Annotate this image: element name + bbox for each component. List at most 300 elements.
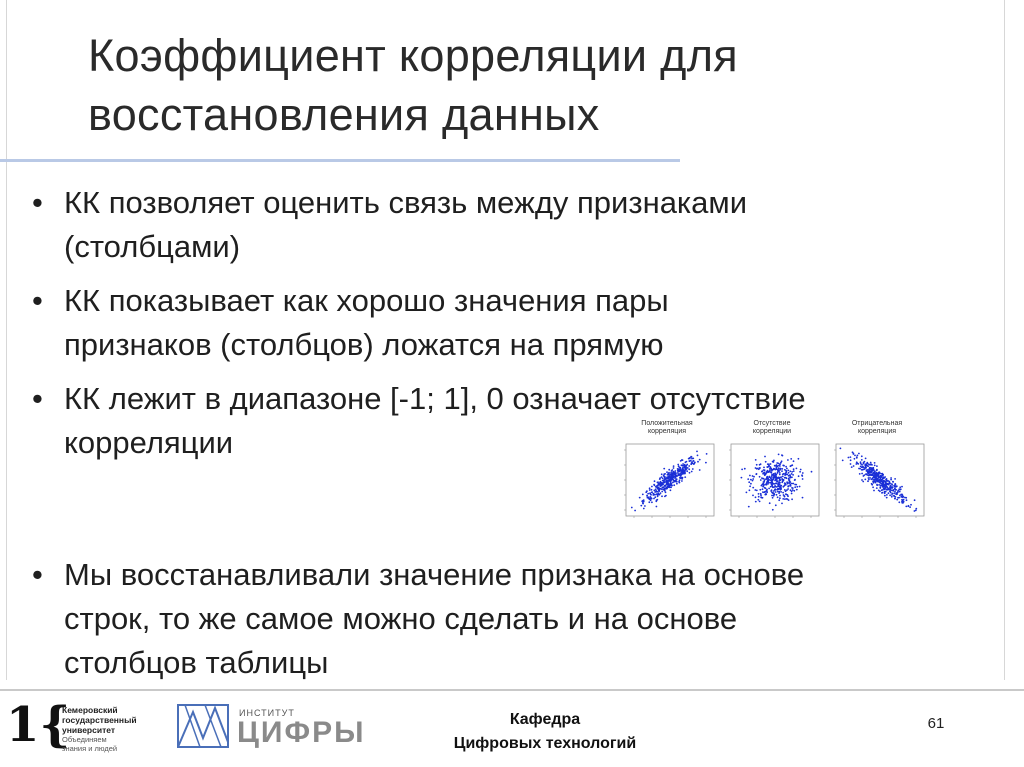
scatter-point <box>639 497 641 499</box>
scatter-point <box>868 474 870 476</box>
slide-frame-right <box>1004 0 1005 680</box>
scatter-point <box>787 474 789 476</box>
scatter-point <box>641 500 643 502</box>
scatter-point <box>890 479 892 481</box>
scatter-point <box>667 473 669 475</box>
scatter-point <box>688 468 690 470</box>
scatter-point <box>762 488 764 490</box>
scatter-point <box>788 472 790 474</box>
scatter-point <box>783 494 785 496</box>
scatter-point <box>663 483 665 485</box>
bullet-line: корреляции <box>64 425 234 460</box>
scatter-point <box>676 481 678 483</box>
scatter-point <box>654 496 656 498</box>
scatter-point <box>802 472 804 474</box>
scatter-point <box>787 459 789 461</box>
scatter-point <box>879 472 881 474</box>
scatter-point <box>853 465 855 467</box>
scatter-point <box>874 462 876 464</box>
scatter-point <box>654 480 656 482</box>
scatter-point <box>779 480 781 482</box>
scatter-point <box>778 488 780 490</box>
department-line-2: Цифровых технологий <box>453 735 637 752</box>
scatter-point <box>749 475 751 477</box>
scatter-point <box>894 491 896 493</box>
scatter-point <box>857 455 859 457</box>
scatter-point <box>673 465 675 467</box>
scatter-point <box>873 490 875 492</box>
scatter-point <box>777 496 779 498</box>
scatter-point <box>661 491 663 493</box>
scatter-point <box>696 451 698 453</box>
scatter-point <box>661 473 663 475</box>
scatter-point <box>659 478 661 480</box>
scatter-point <box>880 479 882 481</box>
scatter-point <box>653 490 655 492</box>
bullet-line: • КК лежит в диапазоне [-1; 1], 0 означает отсутствие <box>64 381 806 416</box>
scatter-point <box>655 490 657 492</box>
scatter-point <box>667 482 669 484</box>
scatter-point <box>785 484 787 486</box>
scatter-point <box>649 487 651 489</box>
scatter-point <box>901 494 903 496</box>
scatter-point <box>640 505 642 507</box>
scatter-point <box>892 481 894 483</box>
scatter-point <box>784 469 786 471</box>
scatter-point <box>769 482 771 484</box>
scatter-point <box>681 478 683 480</box>
scatter-point <box>677 464 679 466</box>
scatter-point <box>784 482 786 484</box>
scatter-point <box>860 461 862 463</box>
scatter-point <box>679 467 681 469</box>
scatter-point <box>759 489 761 491</box>
scatter-point <box>779 469 781 471</box>
scatter-point <box>782 455 784 457</box>
scatter-point <box>872 486 874 488</box>
scatter-point <box>666 477 668 479</box>
scatter-point <box>869 464 871 466</box>
scatter-point <box>787 485 789 487</box>
scatter-point <box>856 456 858 458</box>
scatter-point <box>864 479 866 481</box>
scatter-point <box>771 489 773 491</box>
scatter-point <box>777 469 779 471</box>
scatter-point <box>854 458 856 460</box>
scatter-point <box>763 472 765 474</box>
scatter-point <box>649 489 651 491</box>
scatter-point <box>752 478 754 480</box>
scatter-point <box>767 480 769 482</box>
scatter-point <box>688 465 690 467</box>
institute-emblem-icon <box>175 702 231 750</box>
scatter-point <box>657 488 659 490</box>
scatter-point <box>865 458 867 460</box>
bullet-line: • КК позволяет оценить связь между признаками <box>64 185 748 220</box>
scatter-point <box>786 481 788 483</box>
scatter-point <box>893 489 895 491</box>
scatter-point <box>631 507 633 509</box>
scatter-point <box>789 484 791 486</box>
scatter-point <box>894 478 896 480</box>
scatter-point <box>895 493 897 495</box>
scatter-point <box>762 486 764 488</box>
scatter-point <box>663 468 665 470</box>
university-mark: 1{ <box>6 697 71 753</box>
scatter-point <box>761 485 763 487</box>
scatter-point <box>886 494 888 496</box>
scatter-point <box>782 476 784 478</box>
scatter-point <box>785 466 787 468</box>
scatter-point <box>871 474 873 476</box>
scatter-point <box>879 490 881 492</box>
slide-title <box>88 26 968 144</box>
scatter-point <box>706 453 708 455</box>
scatter-point <box>862 469 864 471</box>
scatter-point <box>651 486 653 488</box>
scatter-point <box>663 473 665 475</box>
scatter-point <box>907 505 909 507</box>
scatter-point <box>771 475 773 477</box>
scatter-point <box>758 496 760 498</box>
scatter-point <box>791 473 793 475</box>
scatter-point <box>775 504 777 506</box>
scatter-point <box>870 472 872 474</box>
scatter-point <box>775 491 777 493</box>
bullet-line: признаков (столбцов) ложатся на прямую <box>64 327 664 362</box>
scatter-point <box>870 467 872 469</box>
bullet-item <box>28 553 988 685</box>
scatter-point <box>675 472 677 474</box>
scatter-point <box>668 469 670 471</box>
scatter-point <box>741 477 743 479</box>
scatter-point <box>790 465 792 467</box>
scatter-point <box>686 470 688 472</box>
institute-logo <box>175 702 375 750</box>
scatter-point <box>646 490 648 492</box>
scatter-point <box>660 492 662 494</box>
scatter-point <box>772 482 774 484</box>
scatter-point <box>798 458 800 460</box>
scatter-point <box>699 469 701 471</box>
scatter-point <box>663 479 665 481</box>
scatter-point <box>791 483 793 485</box>
scatter-point <box>859 473 861 475</box>
scatter-point <box>762 491 764 493</box>
scatter-point <box>670 482 672 484</box>
scatter-point <box>801 475 803 477</box>
scatter-point <box>910 504 912 506</box>
scatter-point <box>889 490 891 492</box>
scatter-point <box>661 488 663 490</box>
institute-label: ИНСТИТУТ <box>239 708 295 718</box>
scatter-point <box>634 510 636 512</box>
scatter-point <box>770 479 772 481</box>
scatter-point <box>875 472 877 474</box>
scatter-point <box>784 496 786 498</box>
scatter-point <box>760 496 762 498</box>
scatter-point <box>665 485 667 487</box>
scatter-point <box>779 465 781 467</box>
scatter-point <box>769 468 771 470</box>
scatter-point <box>682 459 684 461</box>
scatter-point <box>772 461 774 463</box>
scatter-point <box>901 486 903 488</box>
scatter-panel-negative <box>828 420 926 524</box>
panel-title-line: корреляция <box>857 428 897 435</box>
department-line-1: Кафедра <box>509 711 581 728</box>
scatter-point <box>670 489 672 491</box>
scatter-point <box>851 466 853 468</box>
scatter-point <box>778 454 780 456</box>
university-logo <box>6 697 146 755</box>
scatter-point <box>766 476 768 478</box>
scatter-point <box>868 479 870 481</box>
scatter-point <box>886 486 888 488</box>
scatter-point <box>777 471 779 473</box>
scatter-point <box>766 466 768 468</box>
scatter-point <box>649 492 651 494</box>
scatter-point <box>887 489 889 491</box>
scatter-point <box>771 472 773 474</box>
scatter-point <box>879 477 881 479</box>
scatter-point <box>671 469 673 471</box>
scatter-point <box>893 495 895 497</box>
scatter-point <box>791 471 793 473</box>
scatter-point <box>755 459 757 461</box>
bullet-line: • КК показывает как хорошо значения пары <box>64 283 669 318</box>
scatter-point <box>747 478 749 480</box>
scatter-point <box>770 486 772 488</box>
scatter-point <box>657 482 659 484</box>
scatter-point <box>875 475 877 477</box>
scatter-point <box>770 478 772 480</box>
scatter-point <box>903 499 905 501</box>
scatter-point <box>860 466 862 468</box>
scatter-point <box>873 468 875 470</box>
scatter-point <box>898 488 900 490</box>
scatter-point <box>656 499 658 501</box>
scatter-point <box>862 481 864 483</box>
scatter-point <box>869 477 871 479</box>
scatter-point <box>871 464 873 466</box>
university-motto-line: Объединяем <box>62 735 107 744</box>
scatter-point <box>776 462 778 464</box>
scatter-point <box>764 469 766 471</box>
scatter-point <box>885 480 887 482</box>
scatter-point <box>782 486 784 488</box>
scatter-point <box>766 489 768 491</box>
bullet-line: (столбцами) <box>64 229 241 264</box>
scatter-point <box>677 470 679 472</box>
scatter-point <box>648 501 650 503</box>
scatter-point <box>755 501 757 503</box>
scatter-point <box>693 460 695 462</box>
scatter-point <box>791 487 793 489</box>
scatter-point <box>673 475 675 477</box>
scatter-point <box>881 476 883 478</box>
scatter-point <box>657 493 659 495</box>
scatter-point <box>775 478 777 480</box>
correlation-illustration <box>618 420 930 524</box>
scatter-panel-none <box>723 420 821 524</box>
scatter-point <box>778 499 780 501</box>
scatter-point <box>883 484 885 486</box>
panel-title-line: Отрицательная <box>851 420 903 427</box>
scatter-point <box>779 477 781 479</box>
scatter-point <box>876 469 878 471</box>
scatter-point <box>787 498 789 500</box>
scatter-point <box>653 494 655 496</box>
scatter-point <box>683 471 685 473</box>
scatter-point <box>785 494 787 496</box>
scatter-point <box>668 484 670 486</box>
scatter-point <box>877 474 879 476</box>
scatter-point <box>686 465 688 467</box>
scatter-point <box>889 482 891 484</box>
scatter-point <box>900 496 902 498</box>
panel-title-line: корреляции <box>752 428 792 435</box>
scatter-point <box>793 460 795 462</box>
scatter-point <box>850 456 852 458</box>
scatter-point <box>759 501 761 503</box>
scatter-point <box>786 468 788 470</box>
scatter-point <box>791 498 793 500</box>
scatter-point <box>690 456 692 458</box>
scatter-point <box>891 483 893 485</box>
scatter-point <box>750 479 752 481</box>
scatter-point <box>667 480 669 482</box>
scatter-point <box>884 476 886 478</box>
scatter-point <box>673 484 675 486</box>
scatter-point <box>789 477 791 479</box>
scatter-point <box>669 473 671 475</box>
scatter-point <box>901 501 903 503</box>
scatter-point <box>650 496 652 498</box>
scatter-point <box>891 496 893 498</box>
scatter-point <box>761 471 763 473</box>
scatter-point <box>761 477 763 479</box>
scatter-point <box>764 456 766 458</box>
scatter-point <box>870 462 872 464</box>
bullet-line: строк, то же самое можно сделать и на основе <box>64 601 738 636</box>
scatter-point <box>882 492 884 494</box>
scatter-point <box>699 459 701 461</box>
scatter-point <box>670 478 672 480</box>
scatter-point <box>877 479 879 481</box>
scatter-point <box>741 469 743 471</box>
scatter-point <box>886 484 888 486</box>
scatter-point <box>666 483 668 485</box>
scatter-point <box>914 499 916 501</box>
scatter-point <box>782 465 784 467</box>
scatter-point <box>881 485 883 487</box>
scatter-point <box>779 472 781 474</box>
scatter-point <box>688 458 690 460</box>
scatter-point <box>855 463 857 465</box>
title-line-2: восстановления данных <box>88 89 600 140</box>
university-name-line: Кемеровский <box>62 705 118 715</box>
scatter-point <box>646 495 648 497</box>
scatter-point <box>909 506 911 508</box>
scatter-plot <box>828 442 926 524</box>
scatter-point <box>780 491 782 493</box>
scatter-point <box>781 470 783 472</box>
scatter-point <box>859 468 861 470</box>
scatter-point <box>781 478 783 480</box>
scatter-point <box>874 481 876 483</box>
scatter-point <box>789 481 791 483</box>
scatter-point <box>765 487 767 489</box>
scatter-point <box>902 496 904 498</box>
scatter-point <box>788 475 790 477</box>
page-number: 61 <box>927 715 945 732</box>
scatter-point <box>687 467 689 469</box>
scatter-point <box>800 469 802 471</box>
scatter-point <box>760 463 762 465</box>
scatter-point <box>675 477 677 479</box>
scatter-point <box>883 488 885 490</box>
scatter-point <box>890 477 892 479</box>
panel-title-line: Положительная <box>641 420 693 427</box>
scatter-point <box>754 489 756 491</box>
scatter-point <box>873 472 875 474</box>
scatter-point <box>655 500 657 502</box>
scatter-point <box>891 487 893 489</box>
scatter-point <box>671 474 673 476</box>
scatter-point <box>673 481 675 483</box>
university-name-line: университет <box>62 725 116 735</box>
department-caption <box>395 708 695 756</box>
title-line-1: Коэффициент корреляции для <box>88 30 738 81</box>
scatter-point <box>750 483 752 485</box>
scatter-point <box>746 492 748 494</box>
scatter-point <box>915 508 917 510</box>
scatter-point <box>872 477 874 479</box>
scatter-point <box>642 503 644 505</box>
scatter-point <box>676 478 678 480</box>
scatter-point <box>779 495 781 497</box>
scatter-point <box>764 484 766 486</box>
scatter-point <box>795 484 797 486</box>
scatter-point <box>691 462 693 464</box>
scatter-point <box>850 459 852 461</box>
scatter-point <box>705 462 707 464</box>
scatter-point <box>651 501 653 503</box>
scatter-point <box>885 491 887 493</box>
scatter-point <box>679 469 681 471</box>
scatter-point <box>876 484 878 486</box>
scatter-point <box>886 497 888 499</box>
scatter-point <box>752 495 754 497</box>
scatter-point <box>864 461 866 463</box>
scatter-point <box>651 491 653 493</box>
scatter-point <box>681 472 683 474</box>
scatter-point <box>879 475 881 477</box>
scatter-point <box>772 486 774 488</box>
scatter-point <box>692 458 694 460</box>
scatter-point <box>771 483 773 485</box>
scatter-point <box>774 474 776 476</box>
scatter-point <box>672 471 674 473</box>
scatter-point <box>885 482 887 484</box>
scatter-point <box>685 461 687 463</box>
scatter-point <box>905 497 907 499</box>
panel-title-line: Отсутствие <box>753 420 791 427</box>
scatter-point <box>799 486 801 488</box>
scatter-point <box>748 506 750 508</box>
scatter-point <box>796 486 798 488</box>
